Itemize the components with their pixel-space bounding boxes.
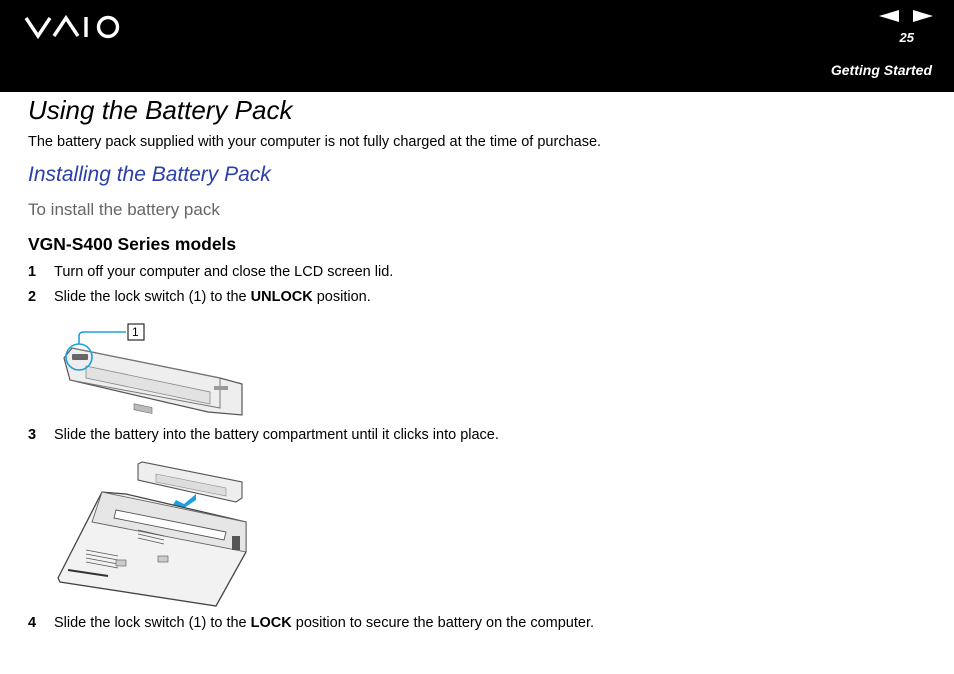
step-number: 4 [28,615,37,631]
vaio-logo-icon [24,12,122,40]
step-number: 1 [28,264,37,280]
step-text-bold: LOCK [250,615,292,631]
step-text-pre: Slide the lock switch (1) to the [54,615,251,631]
step-text: Turn off your computer and close the LCD screen lid. [54,264,394,280]
step-text [54,289,371,305]
model-heading: VGN-S400 Series models [28,234,237,254]
step-text [54,615,594,631]
step-text-bold: UNLOCK [250,289,313,305]
next-page-icon[interactable] [913,9,933,21]
page-title: Using the Battery Pack [28,95,293,125]
step-text-pre: Slide the lock switch (1) to the [54,289,251,305]
previous-page-icon[interactable] [879,9,899,21]
procedure-title: To install the battery pack [28,200,220,219]
battery-install-illustration [56,460,256,615]
subtitle: Installing the Battery Pack [28,163,271,186]
page-header [0,0,954,92]
intro-text: The battery pack supplied with your computer is not fully charged at the time of purchase. [28,134,602,150]
battery-unlock-illustration [60,320,250,425]
callout-label: 1 [132,325,139,339]
step-number: 3 [28,427,37,443]
section-link[interactable]: Getting Started [830,62,932,78]
step-text: Slide the battery into the battery compartment until it clicks into place. [54,427,499,443]
vaio-logo [24,12,122,45]
step-text-post: position. [312,289,371,305]
step-number: 2 [28,289,37,305]
step-text-post: position to secure the battery on the computer. [291,615,595,631]
page-number: 25 [899,30,914,45]
